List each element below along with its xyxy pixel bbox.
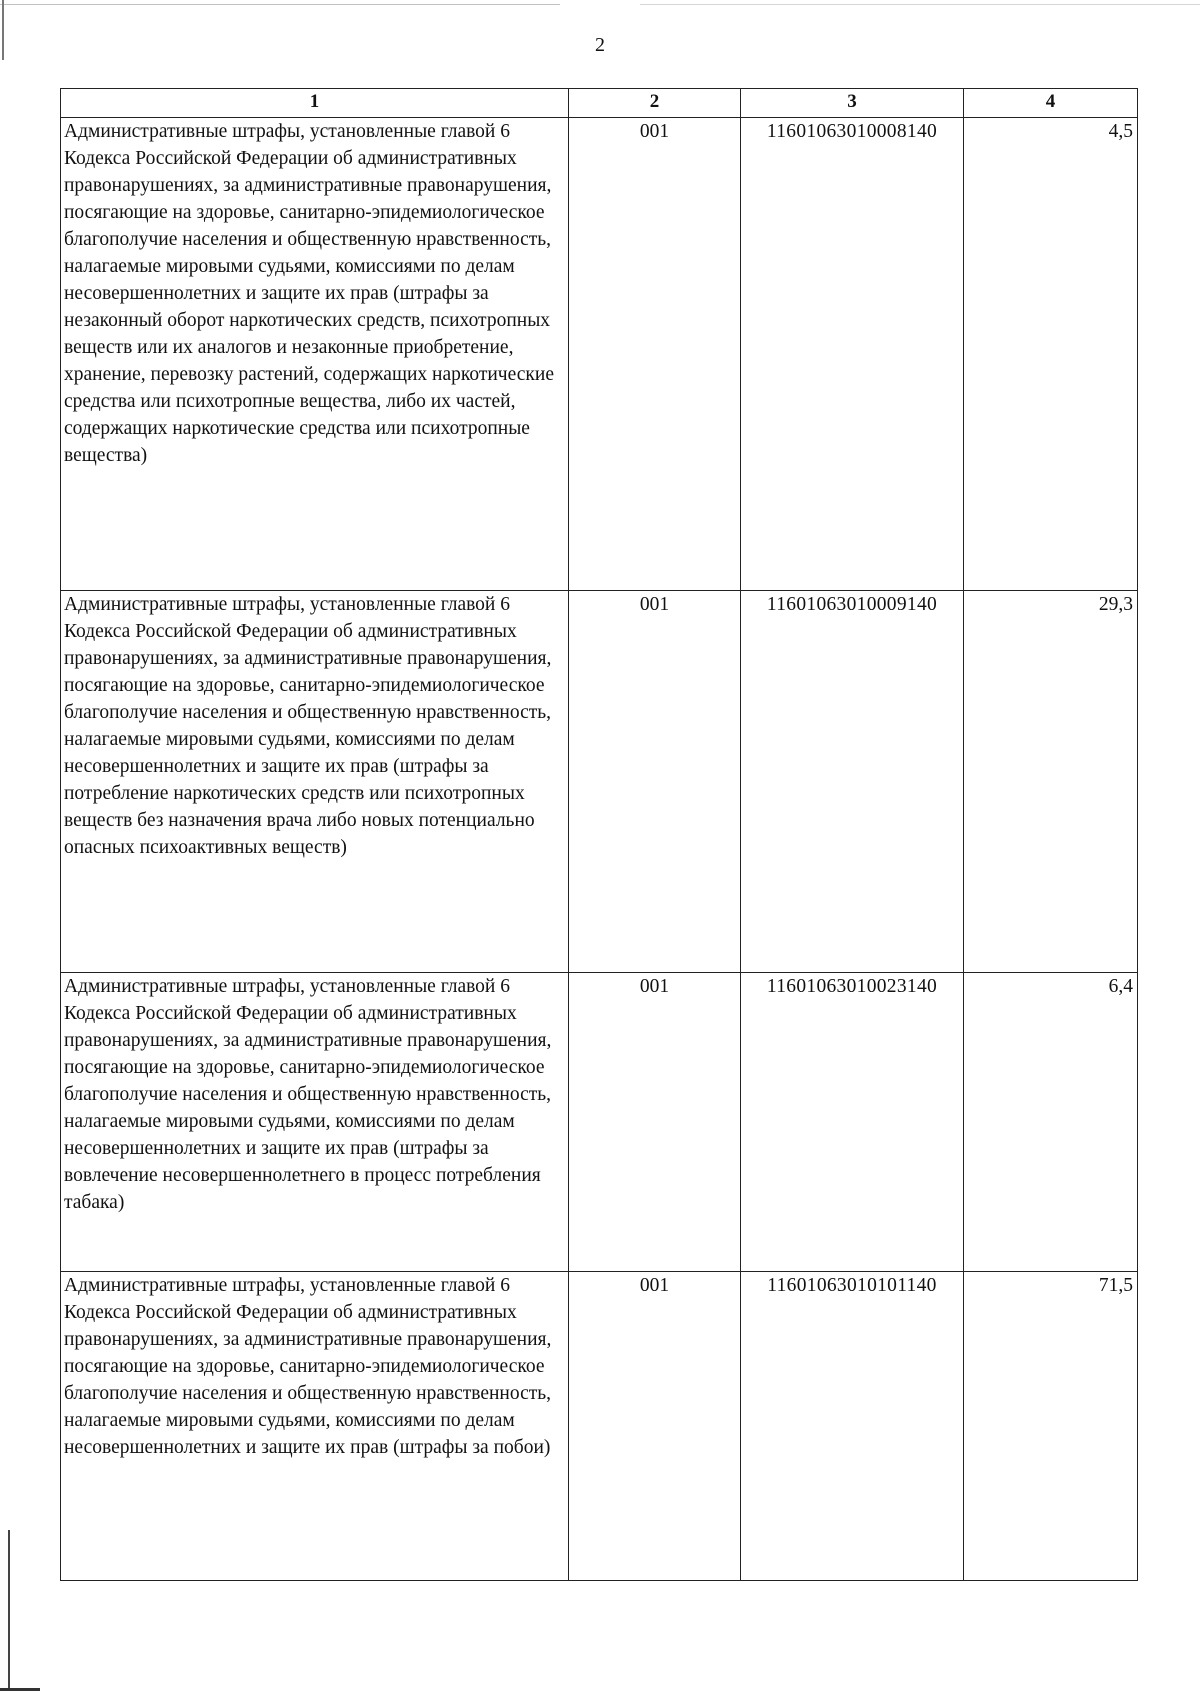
admin-code: 001 — [569, 118, 741, 591]
table-row — [61, 591, 1138, 973]
budget-classification-code: 11601063010101140 — [741, 1272, 964, 1581]
table-row — [61, 118, 1138, 591]
amount: 6,4 — [964, 973, 1138, 1272]
admin-code: 001 — [569, 591, 741, 973]
fine-description: Административные штрафы, установленные главой 6 Кодекса Российской Федерации об административных правонарушениях, за административные правонарушения, посягающие на здоровье, санитарно-эпидемиологическое благополучие населения и общественную нравственность, налагаемые мировыми судьями, комиссиями по делам несовершеннолетних и защите их прав (штрафы за побои) — [61, 1272, 569, 1581]
table-row — [61, 973, 1138, 1272]
scan-edge-left-lower — [8, 1530, 10, 1690]
table-header — [61, 89, 1138, 118]
table-body — [61, 118, 1138, 1581]
header-column-4: 4 — [964, 89, 1138, 118]
fine-description: Административные штрафы, установленные главой 6 Кодекса Российской Федерации об административных правонарушениях, за административные правонарушения, посягающие на здоровье, санитарно-эпидемиологическое благополучие населения и общественную нравственность, налагаемые мировыми судьями, комиссиями по делам несовершеннолетних и защите их прав (штрафы за вовлечение несовершеннолетнего в процесс потребления табака) — [61, 973, 569, 1272]
fees-table — [60, 88, 1138, 1581]
scan-edge-top — [0, 4, 1200, 5]
header-row — [61, 89, 1138, 118]
budget-classification-code: 11601063010023140 — [741, 973, 964, 1272]
fine-description: Административные штрафы, установленные главой 6 Кодекса Российской Федерации об административных правонарушениях, за административные правонарушения, посягающие на здоровье, санитарно-эпидемиологическое благополучие населения и общественную нравственность, налагаемые мировыми судьями, комиссиями по делам несовершеннолетних и защите их прав (штрафы за незаконный оборот наркотических средств, психотропных веществ или их аналогов и незаконные приобретение, хранение, перевозку растений, содержащих наркотические средства или психотропные вещества, либо их частей, содержащих наркотические средства или психотропные вещества) — [61, 118, 569, 591]
amount: 29,3 — [964, 591, 1138, 973]
admin-code: 001 — [569, 1272, 741, 1581]
table-row — [61, 1272, 1138, 1581]
amount: 4,5 — [964, 118, 1138, 591]
budget-classification-code: 11601063010008140 — [741, 118, 964, 591]
amount: 71,5 — [964, 1272, 1138, 1581]
page-number: 2 — [595, 34, 605, 56]
fine-description: Административные штрафы, установленные главой 6 Кодекса Российской Федерации об административных правонарушениях, за административные правонарушения, посягающие на здоровье, санитарно-эпидемиологическое благополучие населения и общественную нравственность, налагаемые мировыми судьями, комиссиями по делам несовершеннолетних и защите их прав (штрафы за потребление наркотических средств или психотропных веществ без назначения врача либо новых потенциально опасных психоактивных веществ) — [61, 591, 569, 973]
header-column-1: 1 — [61, 89, 569, 118]
scan-edge-bottom — [0, 1688, 40, 1691]
header-column-3: 3 — [741, 89, 964, 118]
budget-classification-code: 11601063010009140 — [741, 591, 964, 973]
header-column-2: 2 — [569, 89, 741, 118]
admin-code: 001 — [569, 973, 741, 1272]
